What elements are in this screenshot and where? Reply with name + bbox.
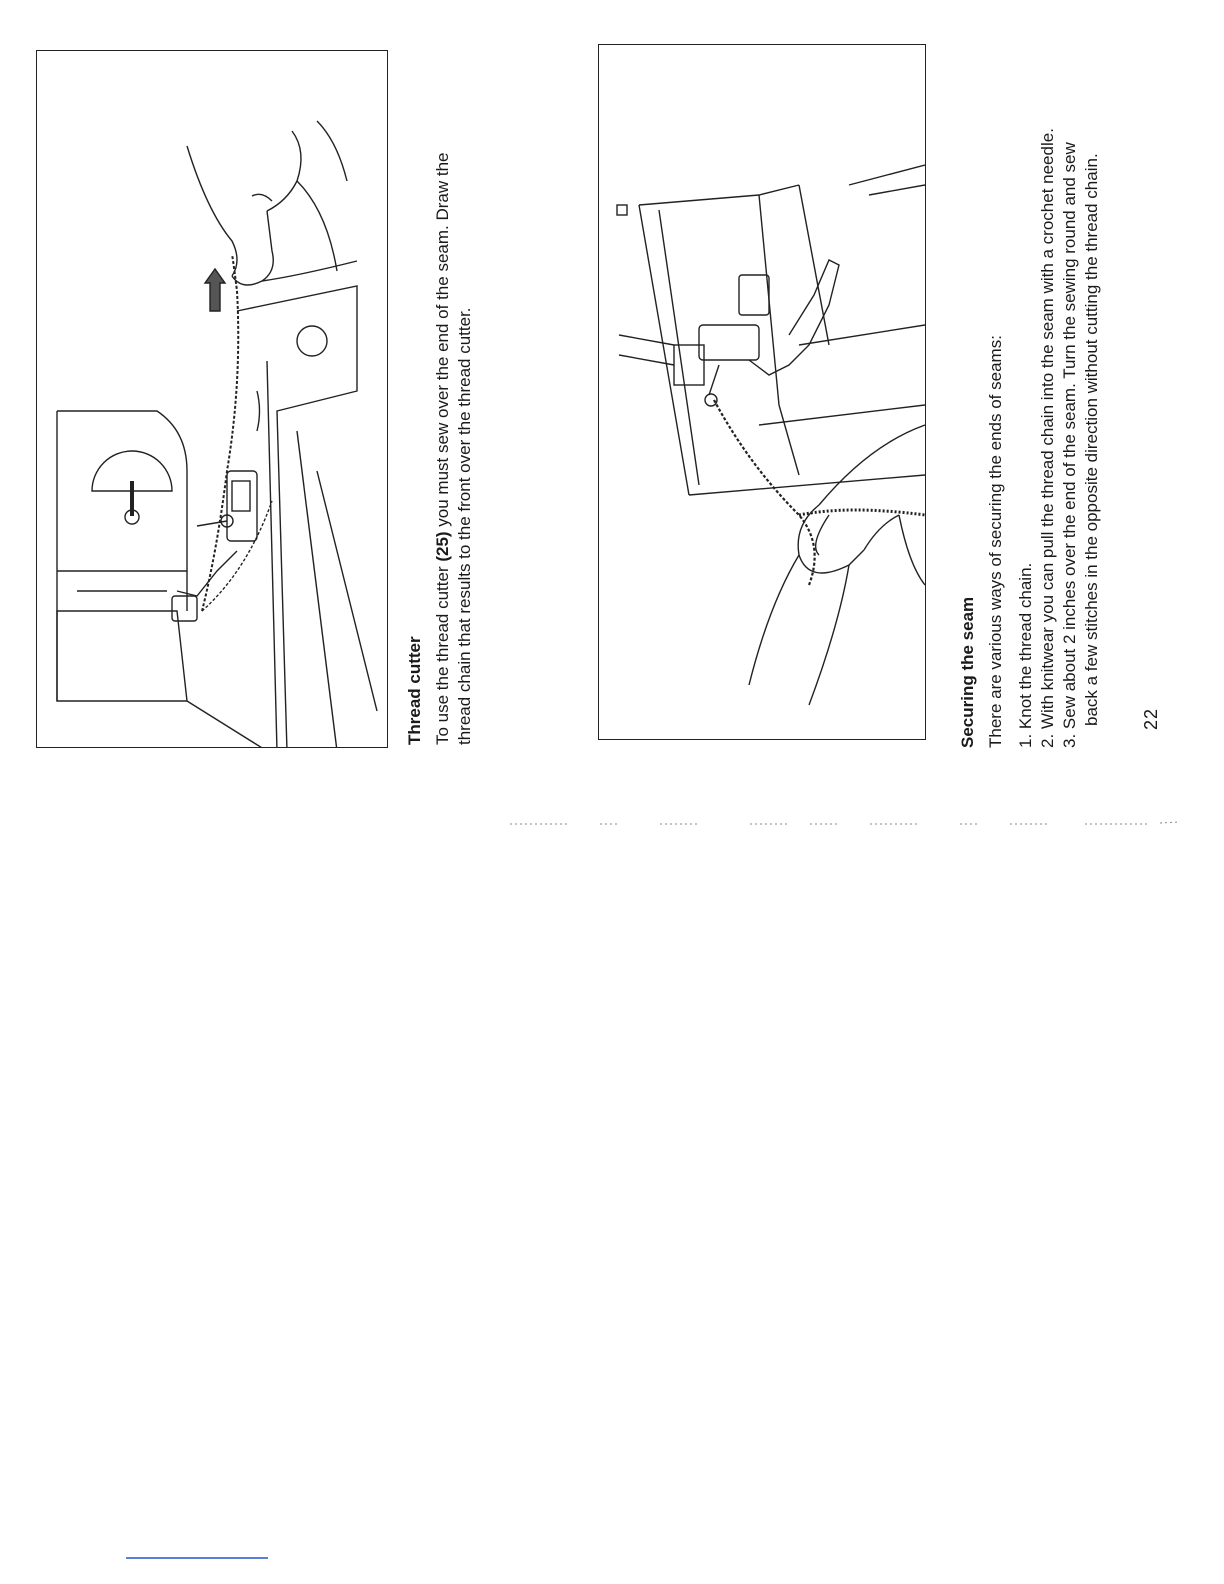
securing-seam-intro: There are various ways of securing the ends of seams: (986, 335, 1005, 748)
thread-cutter-text (432, 100, 476, 745)
scan-underline (126, 1557, 268, 1559)
thread-cutter-heading: Thread cutter (405, 636, 424, 745)
securing-seam-section (957, 58, 1101, 748)
securing-seam-list (1015, 58, 1103, 748)
list-item (1037, 58, 1059, 748)
list-item-text: Sew about 2 inches over the end of the seam. Turn the sewing round and sew (1060, 142, 1079, 730)
securing-seam-heading: Securing the seam (958, 596, 977, 748)
list-item (1015, 58, 1037, 748)
list-item-number: 1. (1016, 733, 1035, 748)
list-item-text: Knot the thread chain. (1016, 562, 1035, 730)
list-item-text: With knitwear you can pull the thread chain into the seam with a crochet needle. (1038, 128, 1057, 730)
list-item-continuation: back a few stitches in the opposite direction without cutting the thread chain. (1082, 153, 1101, 726)
list-item-number: 2. (1038, 733, 1057, 748)
securing-seam-illustration (598, 44, 926, 740)
list-item-number: 3. (1060, 733, 1079, 748)
thread-cutter-text-start: To use the thread cutter (433, 561, 452, 745)
thread-cutter-illustration (36, 50, 388, 748)
list-item (1059, 58, 1103, 748)
scan-noise-divider (510, 820, 1180, 828)
thread-cutter-text-end: you must sew over the end of the seam. Draw the thread chain that results to the front over the thread cutter. (433, 152, 474, 745)
thread-cutter-ref: (25) (433, 531, 452, 562)
thread-cutter-section (404, 100, 474, 745)
page-number: 22 (1141, 708, 1161, 731)
